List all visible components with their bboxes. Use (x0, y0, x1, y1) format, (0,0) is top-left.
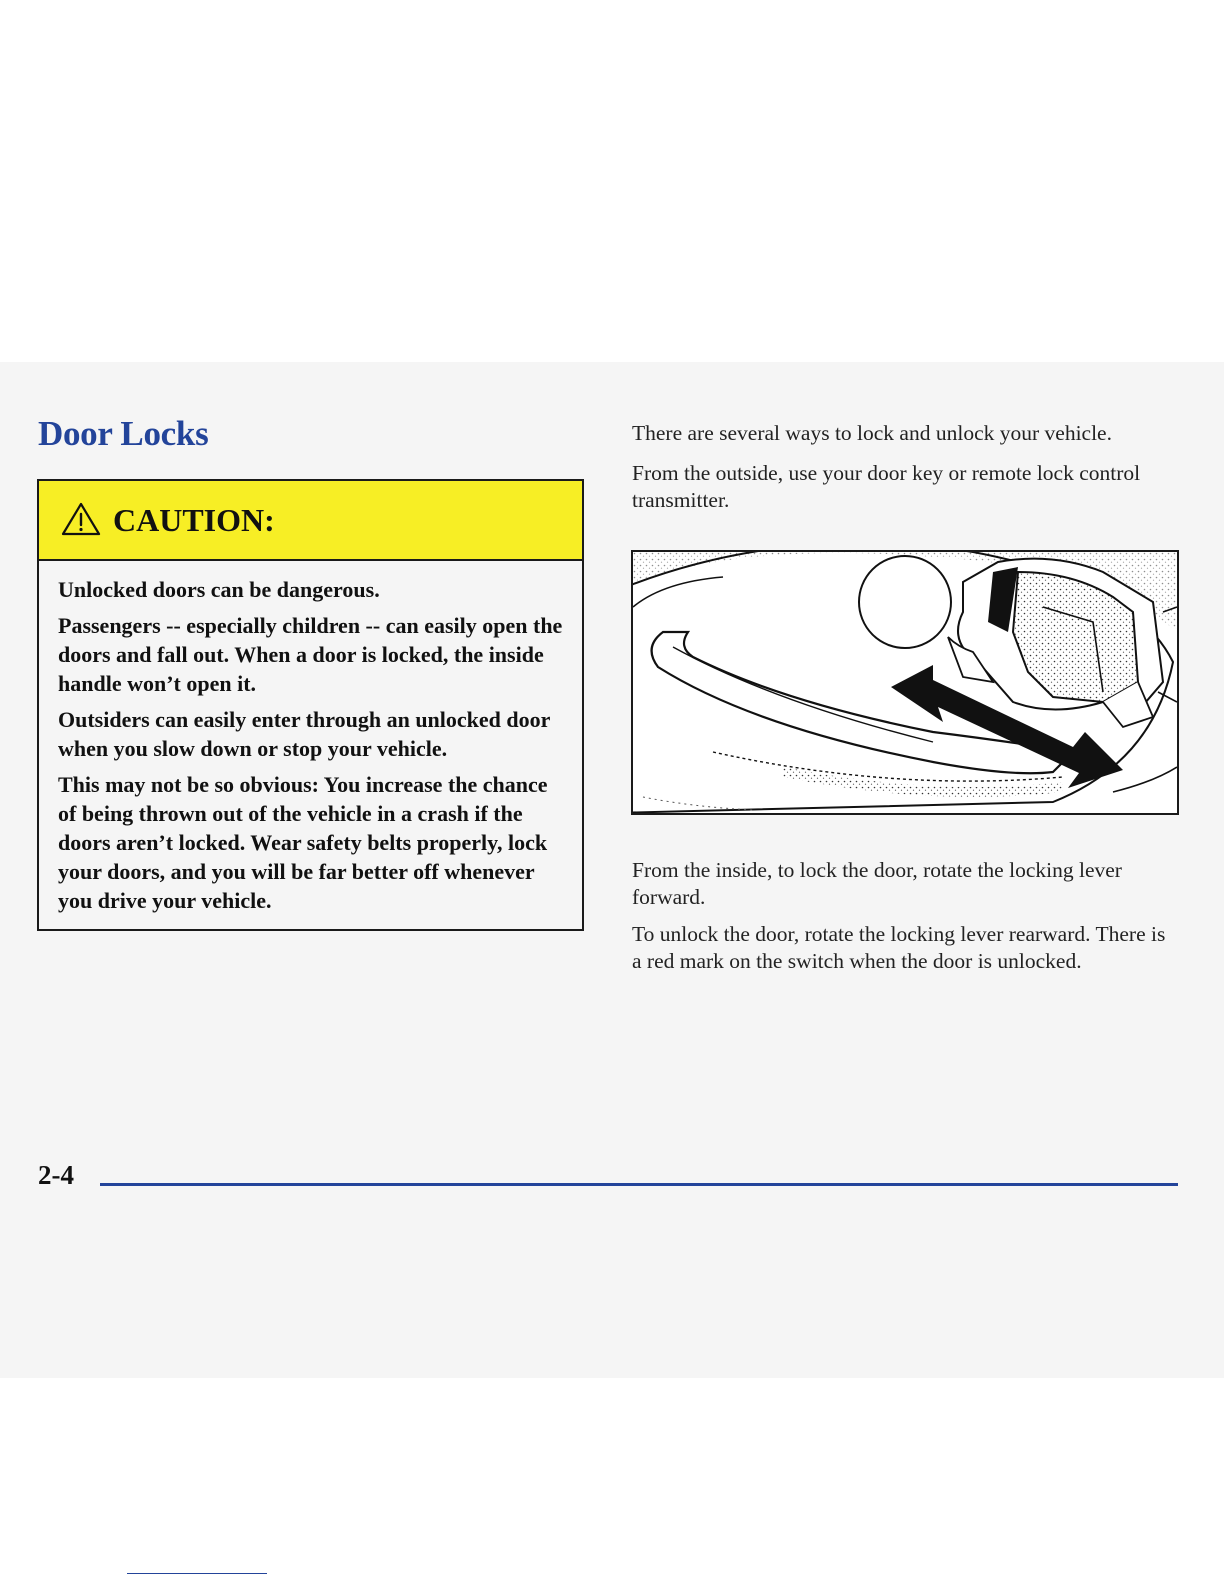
outside-text-block (632, 460, 1177, 514)
caution-paragraph: Outsiders can easily enter through an unlocked door when you slow down or stop your vehicle. (58, 707, 551, 761)
page-number: 2-4 (38, 1160, 74, 1190)
door-lock-lever-illustration (631, 550, 1179, 815)
caution-header (39, 481, 582, 561)
intro-text-block (632, 420, 1177, 447)
caution-box (37, 479, 584, 931)
outside-paragraph: From the outside, use your door key or remote lock control transmitter. (632, 461, 1141, 512)
caution-paragraph: Passengers -- especially children -- can easily open the doors and fall out. When a door is locked, the inside handle won’t open it. (58, 613, 563, 696)
warning-triangle-icon (61, 501, 101, 537)
unlock-paragraph: To unlock the door, rotate the locking lever rearward. There is a red mark on the switch when the door is unlocked. (632, 922, 1166, 973)
caution-paragraph: This may not be so obvious: You increase the chance of being thrown out of the vehicle in a crash if the doors aren’t locked. Wear safety belts properly, lock your doors, and you will be far better off whenever you drive your vehicle. (58, 772, 548, 913)
inside-text-block (632, 857, 1177, 911)
inside-paragraph: From the inside, to lock the door, rotate the locking lever forward. (632, 858, 1122, 909)
caution-label: CAUTION: (113, 501, 275, 538)
caution-paragraph: Unlocked doors can be dangerous. (58, 577, 380, 602)
footer-rule (100, 1183, 1178, 1186)
caution-body (39, 561, 582, 915)
intro-paragraph: There are several ways to lock and unlock your vehicle. (632, 421, 1112, 445)
unlock-text-block (632, 921, 1177, 975)
page-title: Door Locks (38, 414, 209, 453)
bottom-link-underline (127, 1573, 267, 1574)
